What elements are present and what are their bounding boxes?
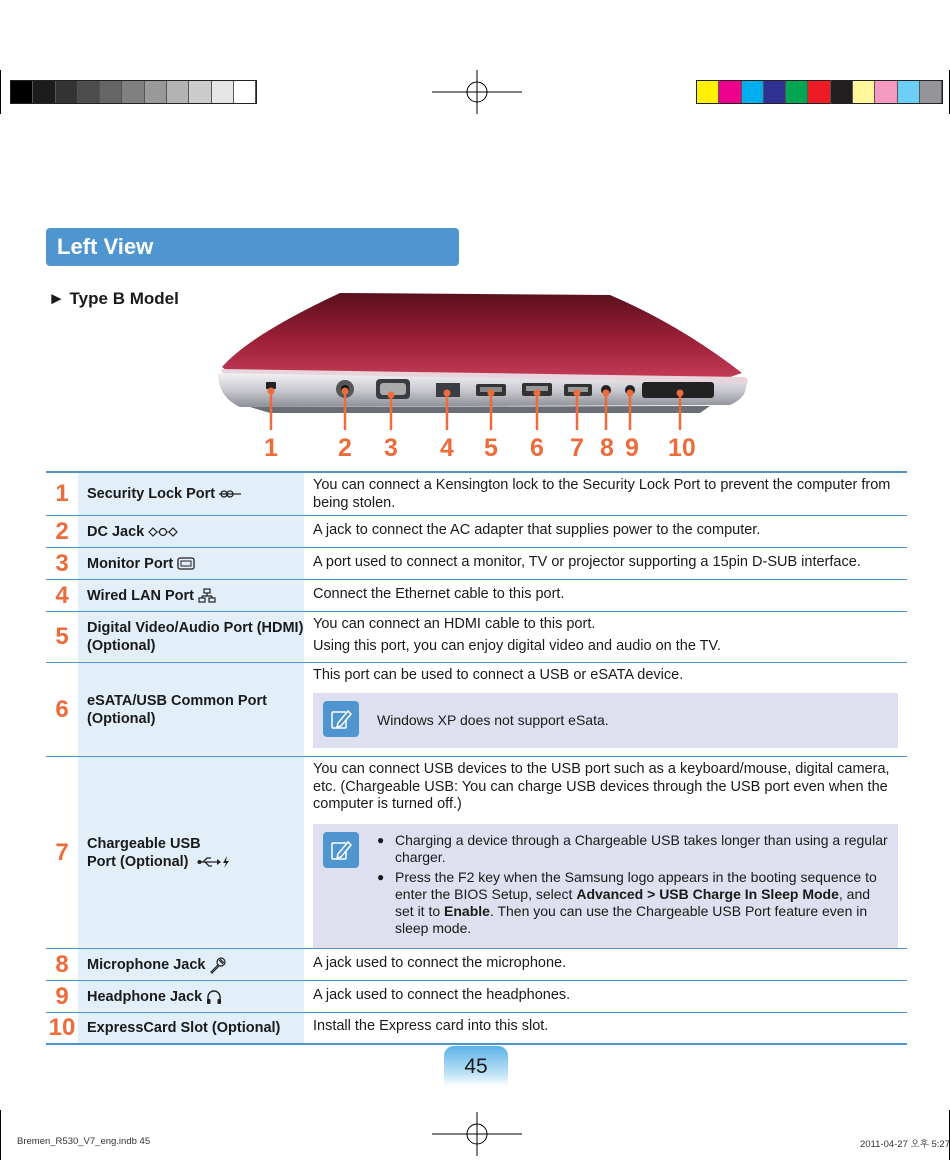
color-swatch — [764, 81, 786, 103]
table-row — [46, 949, 907, 981]
color-swatch — [11, 81, 33, 103]
dc-jack-icon — [148, 527, 180, 537]
footer-timestamp: 2011-04-27 오후 5:27 — [859, 1139, 950, 1150]
description-text: You can connect an HDMI cable to this port. — [313, 616, 596, 632]
callout-number: 4 — [440, 434, 454, 462]
color-swatch — [742, 81, 764, 103]
port-name — [78, 516, 304, 547]
note-box — [313, 824, 898, 948]
port-name — [78, 949, 304, 980]
color-swatch — [122, 81, 144, 103]
ports-table — [46, 471, 907, 1045]
list-item — [395, 869, 888, 937]
callout-number: 5 — [484, 434, 498, 462]
lan-icon — [198, 588, 216, 604]
crop-mark-left-bottom — [0, 1110, 1, 1160]
description-text: A jack used to connect the headphones. — [313, 986, 571, 1003]
registration-mark-top — [432, 70, 522, 114]
color-swatch — [831, 81, 853, 103]
row-number: 9 — [55, 982, 69, 1010]
description-text: This port can be used to connect a USB or eSATA device. — [313, 667, 684, 683]
description-text: You can connect USB devices to the USB port such as a keyboard/mouse, digital camera, etc. (Chargeable USB: You can charge USB devices through the USB port even when the computer is turned off.) — [313, 761, 890, 812]
callout-number: 8 — [600, 434, 614, 462]
port-name-text: ExpressCard Slot (Optional) — [87, 1020, 281, 1036]
port-name-text: Chargeable USB — [87, 835, 201, 852]
laptop-left-side-illustration — [210, 285, 750, 435]
port-name-text: Headphone Jack — [87, 988, 203, 1005]
port-name — [78, 548, 304, 579]
description-text: Using this port, you can enjoy digital video and audio on the TV. — [313, 637, 721, 654]
port-description — [304, 949, 907, 980]
table-row — [46, 580, 907, 612]
table-row — [46, 663, 907, 757]
row-number: 3 — [55, 549, 69, 577]
table-row — [46, 473, 907, 516]
row-number: 2 — [55, 517, 69, 545]
color-swatch — [898, 81, 920, 103]
table-row — [46, 548, 907, 580]
note-text: . Then you can use the Chargeable USB Port feature even in sleep mode. — [395, 902, 868, 936]
row-number: 4 — [55, 581, 69, 609]
row-number: 10 — [48, 1014, 76, 1041]
note-pencil-icon — [323, 832, 359, 868]
table-row — [46, 612, 907, 663]
color-swatch — [697, 81, 719, 103]
table-row — [46, 516, 907, 548]
port-name — [78, 580, 304, 611]
model-heading: ► Type B Model — [48, 289, 179, 308]
table-row — [46, 1013, 907, 1043]
color-swatch — [56, 81, 78, 103]
description-text: You can connect a Kensington lock to the Security Lock Port to prevent the computer from being stolen. — [313, 477, 891, 511]
color-swatch — [808, 81, 830, 103]
port-name — [78, 663, 304, 756]
port-description — [304, 663, 907, 756]
color-swatch — [853, 81, 875, 103]
note-text: Press the F2 key when the Samsung logo appears in the booting sequence to enter the BIOS Setup, select — [395, 868, 877, 902]
port-name — [78, 1013, 304, 1043]
port-name-text: Security Lock Port — [87, 486, 216, 502]
callout-number: 7 — [570, 434, 584, 462]
description-text: Connect the Ethernet cable to this port. — [313, 585, 565, 602]
port-description — [304, 757, 907, 948]
row-number: 5 — [55, 623, 69, 650]
port-name-text: DC Jack — [87, 523, 145, 540]
callout-number: 2 — [338, 434, 352, 462]
color-swatch — [786, 81, 808, 103]
row-number: 1 — [55, 480, 69, 507]
color-swatch — [100, 81, 122, 103]
note-text: Windows XP does not support eSata. — [377, 711, 609, 728]
gray-color-bar — [10, 80, 257, 104]
note-pencil-icon — [323, 701, 359, 737]
note-box — [313, 693, 898, 748]
callout-number: 9 — [625, 434, 639, 462]
port-name-text: Monitor Port — [87, 555, 174, 572]
color-swatch — [33, 81, 55, 103]
port-name-text: Microphone Jack — [87, 956, 206, 973]
port-description — [304, 516, 907, 547]
process-color-bar — [696, 80, 943, 104]
table-row — [46, 757, 907, 949]
port-name-text: Digital Video/Audio Port (HDMI) (Optional) — [87, 620, 304, 654]
section-title: Left View — [46, 228, 459, 266]
headphone-icon — [206, 989, 222, 1005]
port-name — [78, 612, 304, 662]
note-list — [359, 832, 888, 940]
port-description — [304, 580, 907, 611]
usb-charge-icon — [197, 855, 231, 869]
callout-number: 10 — [668, 434, 696, 462]
security-lock-icon — [219, 489, 241, 499]
color-swatch — [189, 81, 211, 103]
color-swatch — [719, 81, 741, 103]
page-number: 45 — [444, 1046, 508, 1086]
port-description — [304, 1013, 907, 1043]
color-swatch — [234, 81, 256, 103]
bios-menu-path: Advanced > USB Charge In Sleep Mode — [576, 885, 839, 902]
description-text: A jack used to connect the microphone. — [313, 954, 567, 971]
footer-file-info: Bremen_R530_V7_eng.indb 45 — [17, 1136, 151, 1147]
note-text: , and set it to — [395, 885, 871, 919]
row-number: 8 — [55, 950, 69, 978]
crop-mark-left-top — [0, 70, 1, 114]
color-swatch — [212, 81, 234, 103]
description-text: A jack to connect the AC adapter that supplies power to the computer. — [313, 521, 761, 538]
color-swatch — [167, 81, 189, 103]
row-number: 6 — [55, 695, 69, 723]
callout-number: 6 — [530, 434, 544, 462]
description-text: Install the Express card into this slot. — [313, 1018, 549, 1035]
port-name-text: Port (Optional) — [87, 853, 189, 870]
registration-mark-bottom — [432, 1112, 522, 1156]
port-name — [78, 757, 304, 948]
description-text: A port used to connect a monitor, TV or projector supporting a 15pin D-SUB interface. — [313, 553, 861, 570]
port-description — [304, 548, 907, 579]
row-number: 7 — [55, 838, 69, 866]
port-name-text: eSATA/USB Common Port (Optional) — [87, 692, 267, 727]
port-description — [304, 981, 907, 1012]
port-name — [78, 981, 304, 1012]
list-item: ● Charging a device through a Chargeable USB takes longer than using a regular charger. — [395, 832, 888, 866]
monitor-icon — [177, 557, 195, 570]
callout-number: 3 — [384, 434, 398, 462]
color-swatch — [78, 81, 100, 103]
color-swatch — [875, 81, 897, 103]
port-name — [78, 473, 304, 515]
microphone-icon — [209, 956, 227, 974]
callout-number: 1 — [264, 434, 278, 462]
table-row — [46, 981, 907, 1013]
port-name-text: Wired LAN Port — [87, 587, 195, 604]
bios-setting-value: Enable — [444, 902, 490, 919]
port-description — [304, 473, 907, 515]
color-swatch — [920, 81, 942, 103]
port-description — [304, 612, 907, 662]
color-swatch — [145, 81, 167, 103]
